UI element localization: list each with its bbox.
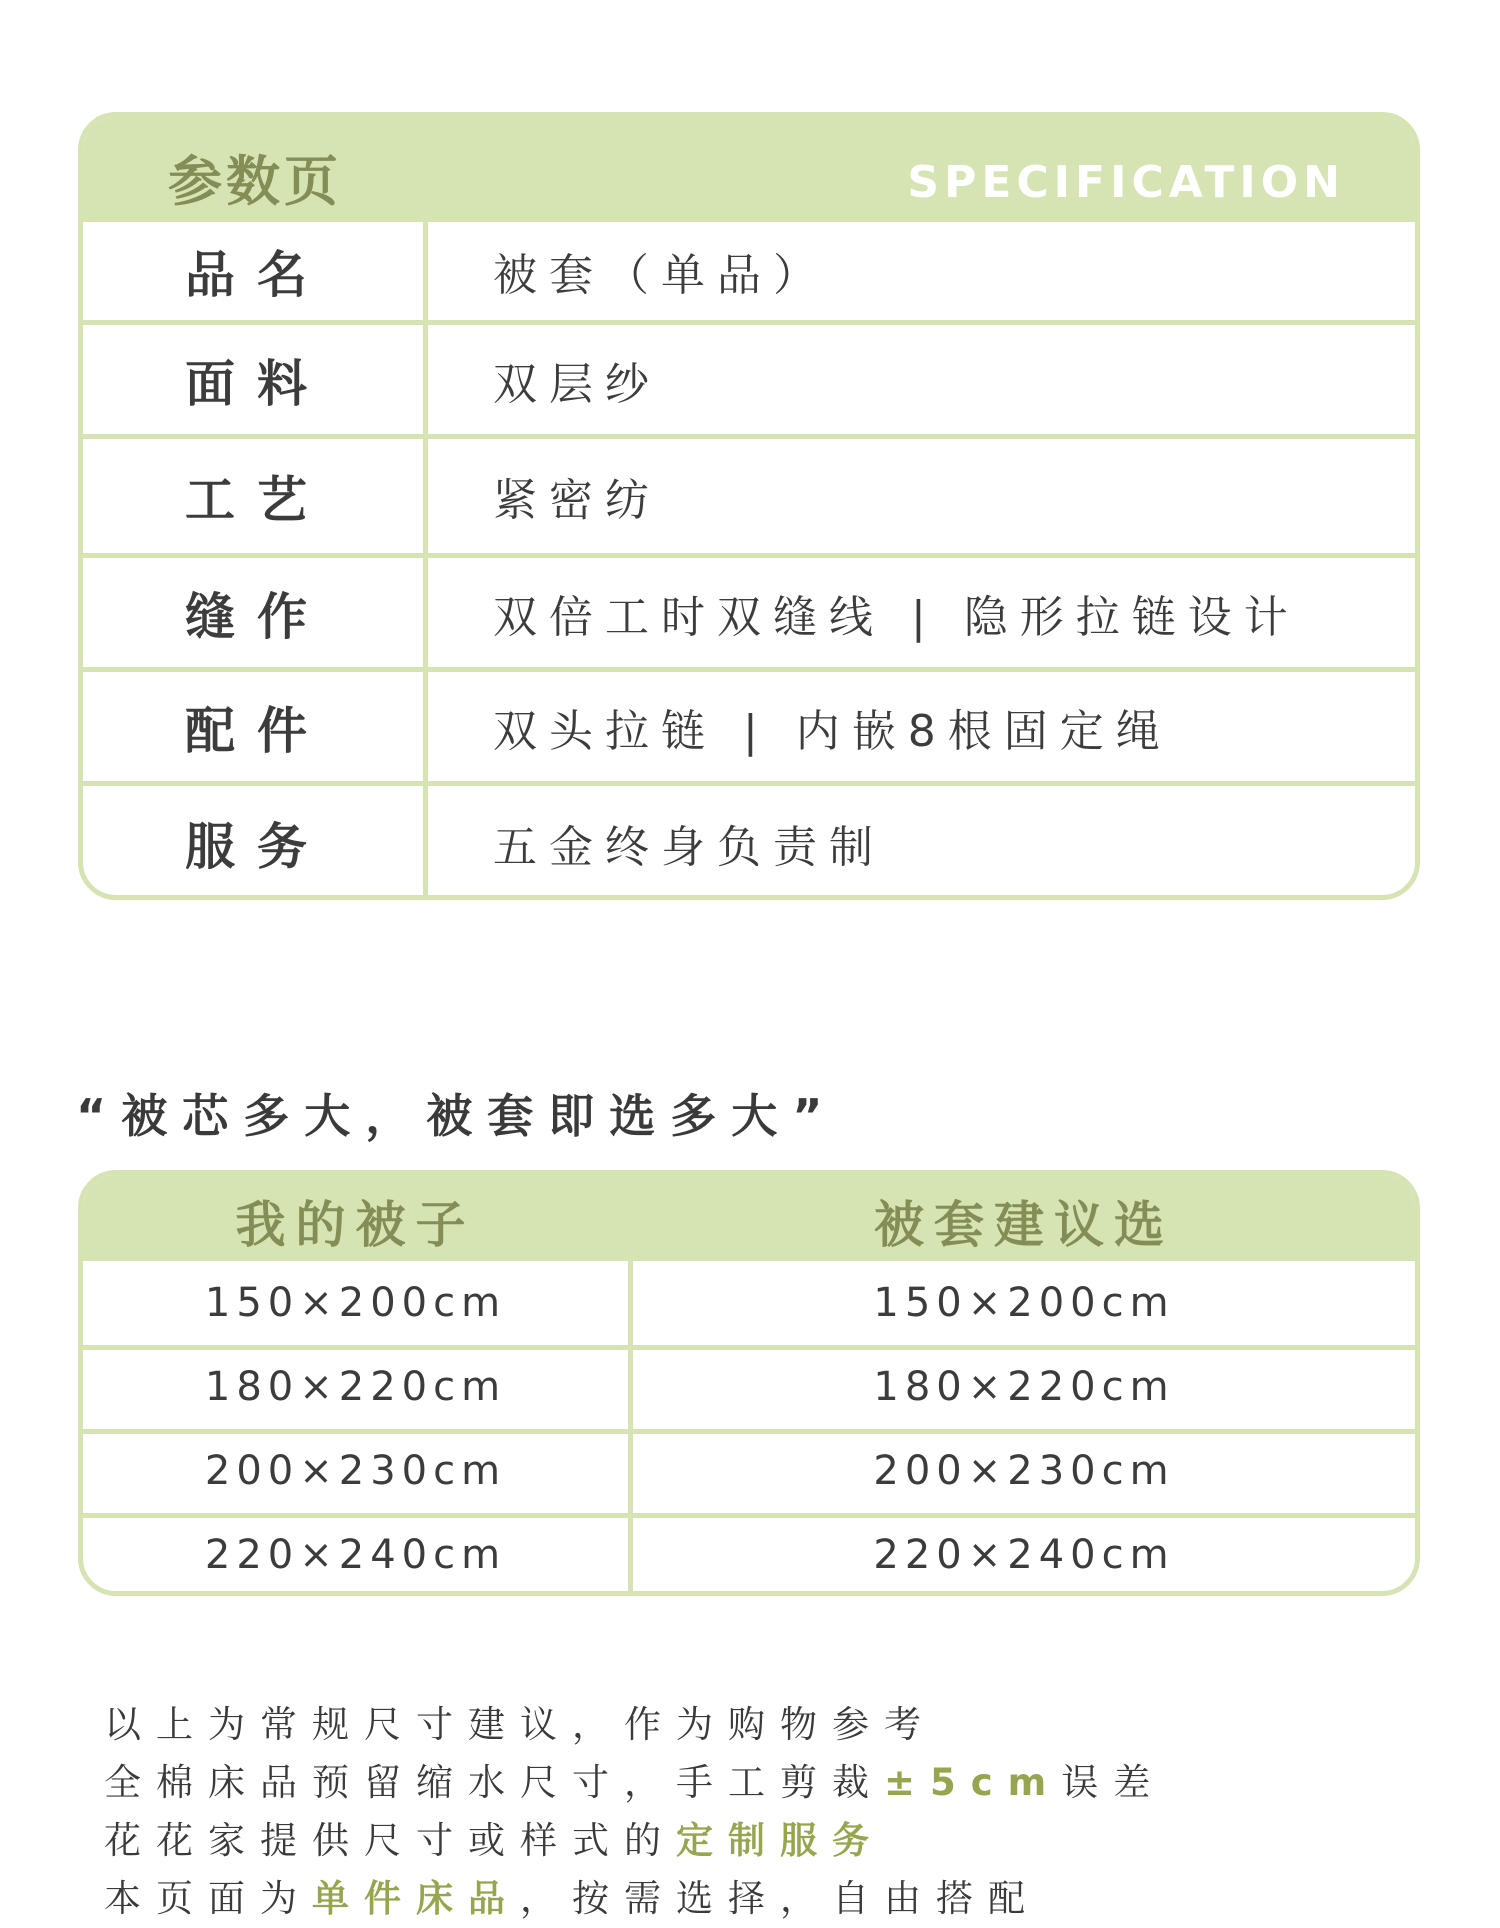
- note-highlight: ±5cm: [884, 1761, 1062, 1804]
- size-table-header: [83, 1175, 1415, 1261]
- spec-label: 品名: [185, 246, 329, 304]
- size-cell-cover: 150×200cm: [873, 1280, 1175, 1326]
- note-line: [104, 1754, 1444, 1812]
- spec-label: 工艺: [185, 471, 329, 529]
- size-table-body: [83, 1261, 1415, 1591]
- spec-label: 面料: [185, 354, 329, 413]
- spec-row-sewing: [83, 558, 1415, 672]
- size-cell-cover: 200×230cm: [873, 1448, 1175, 1494]
- size-table: [78, 1170, 1420, 1596]
- spec-label: 缝作: [185, 587, 329, 646]
- spec-row-craft: [83, 439, 1415, 558]
- note-highlight: 定制服务: [676, 1819, 884, 1862]
- notes: [104, 1696, 1444, 1928]
- spec-row-service: [83, 786, 1415, 900]
- note-line: [104, 1870, 1444, 1928]
- spec-value: 双头拉链 | 内嵌8根固定绳: [493, 705, 1172, 757]
- note-text: 花花家提供尺寸或样式的: [104, 1819, 676, 1862]
- spec-title: 参数页: [168, 150, 342, 213]
- note-text: 全棉床品预留缩水尺寸，手工剪裁: [104, 1761, 884, 1804]
- spec-header: [83, 117, 1415, 222]
- spec-value: 被套（单品）: [493, 250, 829, 301]
- spec-value: 双层纱: [493, 358, 661, 410]
- size-row: [83, 1261, 1415, 1350]
- spec-label: 配件: [185, 701, 329, 760]
- note-text: 误差: [1061, 1761, 1166, 1804]
- spec-body: [83, 222, 1415, 895]
- size-cell-quilt: 200×230cm: [204, 1448, 507, 1494]
- size-cell-quilt: 180×220cm: [204, 1364, 507, 1410]
- size-cell-cover: 180×220cm: [873, 1364, 1175, 1410]
- size-cell-quilt: 150×200cm: [204, 1280, 507, 1326]
- size-guide-quote: “被芯多大，被套即选多大”: [76, 1089, 838, 1143]
- note-text: 本页面为: [104, 1877, 312, 1920]
- spec-value: 双倍工时双缝线 | 隐形拉链设计: [493, 591, 1300, 643]
- spec-row-fabric: [83, 325, 1415, 439]
- spec-value: 五金终身负责制: [493, 822, 885, 873]
- size-header-suggested-cover: 被套建议选: [874, 1196, 1174, 1254]
- size-row: [83, 1513, 1415, 1596]
- spec-label: 服务: [185, 818, 329, 876]
- size-header-my-quilt: 我的被子: [235, 1196, 476, 1254]
- note-text: ，按需选择，自由搭配: [520, 1877, 1040, 1920]
- spec-subtitle: SPECIFICATION: [907, 157, 1345, 208]
- size-cell-cover: 220×240cm: [873, 1532, 1175, 1578]
- size-row: [83, 1345, 1415, 1434]
- size-row: [83, 1429, 1415, 1518]
- note-line: [104, 1812, 1444, 1870]
- spec-value: 紧密纺: [493, 475, 661, 526]
- note-text: 以上为常规尺寸建议，作为购物参考: [104, 1703, 936, 1746]
- note-line: [104, 1696, 1444, 1754]
- spec-row-accessories: [83, 672, 1415, 786]
- spec-row-name: [83, 222, 1415, 325]
- note-highlight: 单件床品: [312, 1877, 520, 1920]
- specification-table: [78, 112, 1420, 900]
- size-cell-quilt: 220×240cm: [204, 1532, 507, 1578]
